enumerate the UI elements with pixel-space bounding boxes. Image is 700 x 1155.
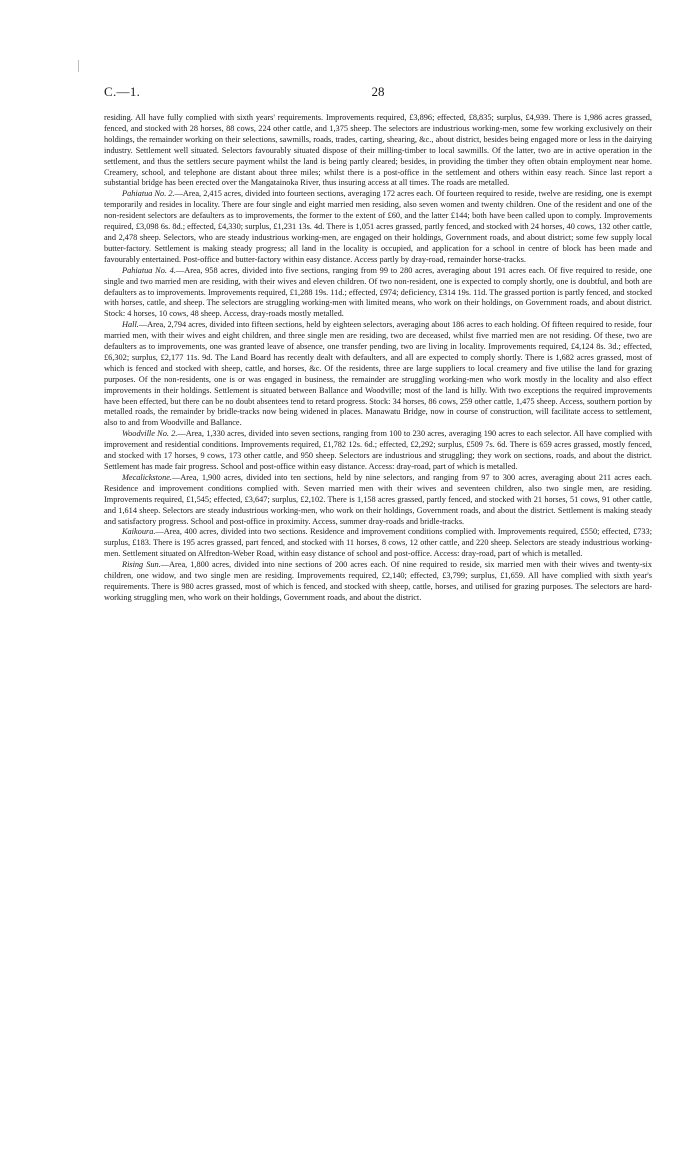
paragraph-mecalickstone	[104, 473, 652, 528]
paragraph-text: —Area, 400 acres, divided into two sections. Residence and improvement conditions complied with. Improvements required, £550; effected, £733; surplus, £183. There is 195 acres grassed, part fenced, and stocked with 11 horses, 8 cows, 12 other cattle, and 220 sheep. Selectors are steady industrious working-men. Settlement situated on Alfredton-Weber Road, within easy distance of school and post-office. Access: dray-road, part of which is metalled.	[104, 527, 652, 559]
paragraph-text: —Area, 1,330 acres, divided into seven sections, ranging from 100 to 230 acres, averaging 190 acres to each selector. All have complied with improvement and residential conditions. Improvements required, £1,782 12s. 6d.; effected, £2,292; surplus, £509 7s. 6d. There is 659 acres grassed, mostly fenced, and stocked with 17 horses, 9 cows, 173 other cattle, and 950 sheep. Selectors are industrious and struggling; they work on sections, roads, and about the district. Settlement has made fair progress. School and post-office within easy distance. Access: dray-road, part of which is metalled.	[104, 429, 652, 471]
document-reference: C.—1.	[104, 84, 141, 99]
paragraph-rising-sun	[104, 560, 652, 604]
paragraph-text: —Area, 2,415 acres, divided into fourteen sections, averaging 172 acres each. Of fourteen required to reside, twelve are residing, one is exempt temporarily and resides in locality. There are four single and eight married men residing, also seven women and twenty children. One of the resident and one of the non-resident selectors are defaulters as to improvements, the former to the extent of £60, and the latter £144; both have been called upon to comply. Improvements required, £3,098 6s. 8d.; effected, £4,330; surplus, £1,231 13s. 4d. There is 1,051 acres grassed, partly fenced, and stocked with 24 horses, 40 cows, 132 other cattle, and 2,478 sheep. Selectors, who are steady industrious working-men, are engaged on their holdings, Government roads, and about district; some few supply local butter-factory. Settlement is making steady progress; all land in the locality is occupied, and application for a school in centre of block has been made and favourably entertained. Post-office and butter-factory within easy distance. Access partly by dray-road, remainder horse-tracks.	[104, 189, 652, 264]
settlement-title: Rising Sun.	[122, 560, 161, 570]
settlement-title: Pahiatua No. 2.	[122, 189, 175, 199]
report-body	[104, 113, 652, 604]
page-number: 28	[371, 84, 385, 99]
settlement-title: Pahiatua No. 4.	[122, 265, 176, 275]
settlement-title: Kaikoura.	[122, 527, 156, 537]
paragraph-text: —Area, 1,900 acres, divided into ten sections, held by nine selectors, and ranging from 97 to 300 acres, averaging about 211 acres each. Residence and improvement conditions complied with. Seven married men with their wives and seventeen children, also two single men, are residing. Improvements required, £1,545; effected, £3,647; surplus, £2,102. There is 1,158 acres grassed, partly fenced, and stocked with 21 horses, 51 cows, 91 other cattle, and 1,614 sheep. Selectors are steady industrious working-men, who work on their holdings, Government roads, and about the district. Settlement is making steady and satisfactory progress. School and post-office in proximity. Access, summer dray-roads and bridle-tracks.	[104, 472, 652, 526]
paragraph-pahiatua-4	[104, 266, 652, 321]
settlement-title: Mecalickstone.	[122, 472, 172, 482]
margin-mark	[78, 60, 79, 72]
page-header	[104, 84, 652, 102]
paragraph-continuation	[104, 113, 652, 189]
settlement-title: Hall.	[122, 320, 139, 330]
paragraph-text: residing. All have fully complied with sixth years' requirements. Improvements required, £3,896; effected, £8,835; surplus, £4,939. There is 1,986 acres grassed, fenced, and stocked with 28 horses, 88 cows, 224 other cattle, and 1,375 sheep. The selectors are industrious working-men, some few working exclusively on their holdings, the remainder working on their selections, sawmills, roads, trades, carting, shearing, &c., about district, besides being engaged more or less in the dairying industry. Settlement well situated. Selectors favourably situated dispose of their milling-timber to local sawmills. Of the latter, two are in active operation in the settlement, and thus the settlers secure payment whilst the land is being partly cleared; besides, in providing the timber they often obtain employment near home. Creamery, school, and telephone are distant about three miles; whilst there is a post-office in the settlement and others within easy reach. Since last report a substantial bridge has been erected over the Mangatainoka River, thus insuring access at all times. The roads are metalled.	[104, 113, 652, 188]
paragraph-text: —Area, 2,794 acres, divided into fifteen sections, held by eighteen selectors, averaging about 186 acres to each holding. Of fifteen required to reside, four married men, with their wives and eight children, and three single men are residing, two are deceased, whilst five married men are not residing. Of these, two are defaulters as to improvements, one was granted leave of absence, one transfer pending, two are living in locality. Improvements required, £4,124 8s. 3d.; effected, £6,302; surplus, £2,177 11s. 9d. The Land Board has recently dealt with defaulters, and all are expected to comply shortly. There is 1,682 acres grassed, most of which is fenced and stocked with sheep, cattle, and horses, &c. Of the residents, three are large suppliers to local creamery and five utilise the land for grazing purposes. Of the non-residents, one is or was engaged in business, the remainder are struggling working-men who work mostly in the locality and also effect improvements in their holdings. Settlement is situated between Ballance and Woodville; most of the land is hilly. With two exceptions the required improvements have been effected, but there can be no doubt absentees tend to retard progress. Stock: 34 horses, 86 cows, 259 other cattle, 1,475 sheep. Access, southern portion by metalled roads, the remainder by bridle-tracks now being widened in places. Manawatu Bridge, now in course of construction, will facilitate access to settlement, also to and from Woodville and Ballance.	[104, 320, 652, 428]
paragraph-kaikoura	[104, 527, 652, 560]
settlement-title: Woodville No. 2.	[122, 429, 178, 439]
paragraph-text: —Area, 958 acres, divided into five sections, ranging from 99 to 280 acres, averaging about 191 acres each. Of five required to reside, one single and two married men are residing, with their wives and eleven children. Of two non-resident, one is expected to comply shortly, one is doubtful, and both are defaulters as to improvements. Improvements required, £1,288 19s. 11d.; effected, £974; deficiency, £314 19s. 11d. The grassed portion is partly fenced, and stocked with horses, cattle, and sheep. The selectors are struggling working-men with limited means, who work on their holdings, on Government roads, and about district. Stock: 4 horses, 10 cows, 48 sheep. Access, dray-roads mostly metalled.	[104, 265, 652, 319]
paragraph-woodville-2	[104, 429, 652, 473]
paragraph-pahiatua-2	[104, 189, 652, 265]
paragraph-hall	[104, 320, 652, 429]
paragraph-text: —Area, 1,800 acres, divided into nine sections of 200 acres each. Of nine required to reside, six married men with their wives and twenty-six children, one widow, and two single men are residing. Improvements required, £2,140; effected, £3,799; surplus, £1,659. All have complied with sixth year's requirements. There is 980 acres grassed, most of which is fenced, and stocked with sheep, cattle, horses, and utilised for grazing purposes. The selectors are hard-working struggling men, who work on their holdings, Government roads, and about the district.	[104, 560, 652, 602]
